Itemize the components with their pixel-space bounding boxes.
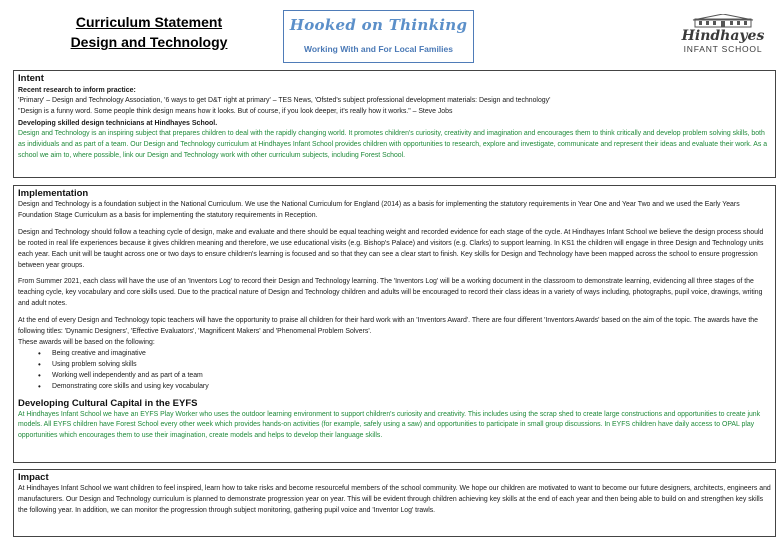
document-title <box>66 12 232 52</box>
intent-heading: Intent <box>18 73 44 84</box>
list-item: • Using problem solving skills <box>38 360 771 371</box>
school-logo <box>673 14 773 54</box>
research-line: 'Primary' – Design and Technology Association, '6 ways to get D&T right at primary' – TES News, 'Ofsted's subject professional development materials: Design and technology' <box>18 97 551 104</box>
implementation-p5: These awards will be based on the following: <box>18 338 155 346</box>
impact-heading: Impact <box>18 472 49 483</box>
list-item: • Being creative and imaginative <box>38 349 771 360</box>
hooked-on-thinking-logo <box>283 10 474 63</box>
intent-body: Design and Technology is an inspiring subject that prepares children to deal with the rapidly changing world. It promotes children's curiosity, creativity and imagination and encourages them to think critically and develop problem solving skills, both as individuals and as part of a team. Our Design and Technology curriculum at Hindhayes Infant School provides children with opportunities to research, explore and investigate, communicate and represent their ideas and evaluate their work. As a school we aim to, where possible, link our Design and Technology work with other curriculum subjects, including Forest School. <box>18 129 768 159</box>
implementation-section <box>13 185 776 463</box>
developing-heading: Developing skilled design technicians at Hindhayes School. <box>18 119 218 127</box>
implementation-heading: Implementation <box>18 188 89 199</box>
research-heading: Recent research to inform practice: <box>18 87 136 94</box>
implementation-p2: Design and Technology should follow a teaching cycle of design, make and evaluate and there should be equal teaching weight and recorded evidence for each stage of the cycle. At Hindhayes Infant School we believe the design process should be rooted in real life experiences because it gives children meaning and therefore, we use educational visits (e.g. Bishop's Palace) and visitors (e.g. Clarks) to support learning. In KS1 the children will engage in three Design and Technology units each year. Each unit will be taught across one or two days to ensure children's learning is focused and so that they can see a clear start to finish. Key skills for Design and Technology have been mapped across the school to ensure progression between year groups. <box>18 228 764 269</box>
list-item: • Working well independently and as part of a team <box>38 371 771 382</box>
impact-body: At Hindhayes Infant School we want children to feel inspired, learn how to take risks and become resourceful members of the school community. We hope our children are motivated to want to become our future designers, architects, engineers and manufacturers. Our Design and Technology curriculum is planned to demonstrate progression year on year. This will be evident through children achieving key skills at the end of each year and then being able to build on and strengthen key skills the following year. In addition, we can monitor the progression through subject monitoring, gathering pupil voice and 'Inventor Log' trawls. <box>18 485 771 514</box>
awards-list <box>38 349 771 393</box>
quote: "Design is a funny word. Some people think design means how it looks. But of course, if you look deeper, it's really how it works." – Steve Jobs <box>18 107 453 115</box>
school-name: Hindhayes <box>681 28 765 44</box>
school-subtitle: INFANT SCHOOL <box>683 44 763 54</box>
title-line-2: Design and Technology <box>70 34 228 50</box>
brand-subtitle: Working With and For Local Families <box>303 44 453 54</box>
school-building-icon <box>691 14 755 28</box>
eyfs-body: At Hindhayes Infant School we have an EYFS Play Worker who uses the outdoor learning environment to support children's curiosity and creativity. This includes using the scrap shed to create large constructions and opportunities to create junk models. All EYFS children have Forest School every other week which provides hands-on activities (for example, safely using a saw) and opportunities to participate in small group discussions. In EYFS children have daily access to OPAL play opportunities which encourages them to use their imagination, create models and helps to develop their language skills. <box>18 410 761 440</box>
implementation-p3: From Summer 2021, each class will have the use of an 'Inventors Log' to record their Design and Technology learning. The 'Inventors Log' will be a working document in the classroom to demonstrate learning, evidencing all three stages of the teaching cycle, key vocabulary and core skills used. Due to the practical nature of Design and Technology children and adults will be encouraged to record their class ideas in a variety of ways including, photographs, pupil voice, drawings, writing and adult notes. <box>18 278 763 308</box>
impact-section <box>13 469 776 537</box>
brand-title: Hooked on Thinking <box>289 16 468 34</box>
intent-section <box>13 70 776 178</box>
implementation-p4: At the end of every Design and Technology topic teachers will have the opportunity to praise all children for their hard work with an 'Inventors Award'. There are four different 'Inventors Awards' based on the aim of the topic. The awards have the following titles: 'Dynamic Designers', 'Effective Evaluators', 'Magnificent Makers' and 'Phenomenal Problem Solvers'. <box>18 317 758 336</box>
eyfs-heading: Developing Cultural Capital in the EYFS <box>18 397 198 409</box>
implementation-p1: Design and Technology is a foundation subject in the National Curriculum. We use the National Curriculum for England (2014) as a basis for implementing the statutory requirements in Year One and Year Two and we used the Early Years Foundation Stage Curriculum as a basis for implementing the statutory requirements in Reception. <box>18 201 740 219</box>
list-item: • Demonstrating core skills and using key vocabulary <box>38 382 771 393</box>
title-line-1: Curriculum Statement <box>75 14 223 30</box>
